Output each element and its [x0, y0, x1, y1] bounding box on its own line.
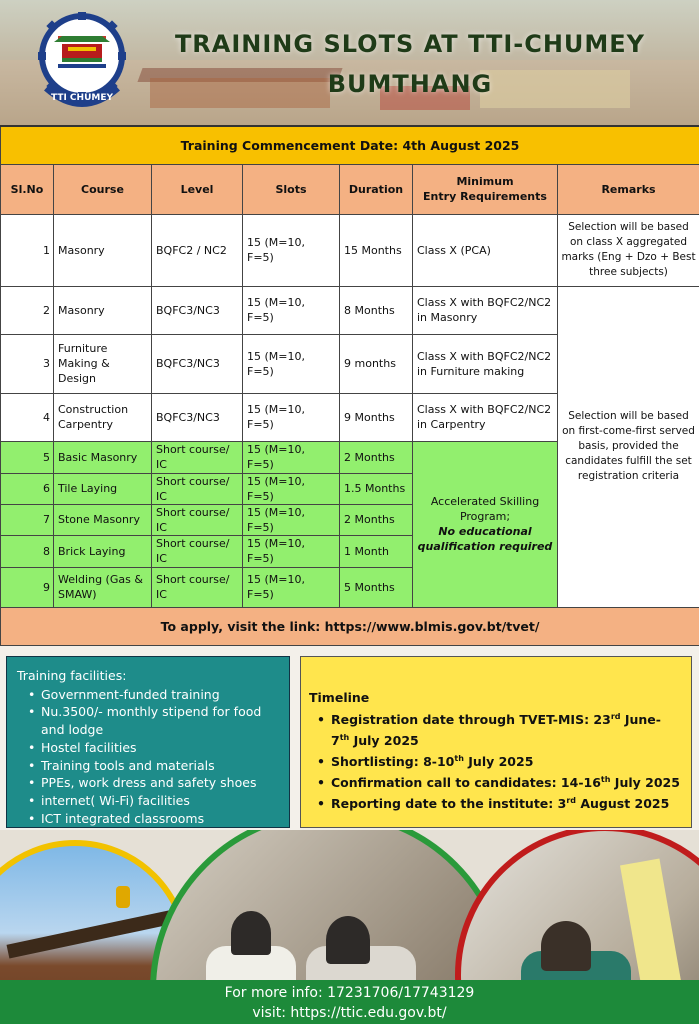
column-header: Course — [54, 164, 152, 214]
cell-slots: 15 (M=10, F=5) — [243, 393, 340, 441]
ordinal: th — [600, 774, 611, 784]
cell-no: 6 — [1, 473, 54, 504]
cell-requirement: Class X (PCA) — [413, 214, 558, 286]
remark-class-x: Selection will be based on class X aggregated marks (Eng + Dzo + Best three subjects) — [558, 214, 699, 286]
cell-course: Tile Laying — [54, 473, 152, 504]
column-header — [413, 164, 558, 214]
cell-level: Short course/ IC — [152, 473, 243, 504]
cell-level: Short course/ IC — [152, 441, 243, 473]
cell-duration: 2 Months — [340, 504, 413, 535]
cell-course: Construction Carpentry — [54, 393, 152, 441]
column-header: Slots — [243, 164, 340, 214]
cell-requirement: Class X with BQFC2/NC2 in Carpentry — [413, 393, 558, 441]
cell-course: Basic Masonry — [54, 441, 152, 473]
text-part: July 2025 — [463, 754, 534, 769]
cell-slots: 15 (M=10, F=5) — [243, 334, 340, 393]
cell-requirement: Class X with BQFC2/NC2 in Furniture making — [413, 334, 558, 393]
table-header — [1, 164, 699, 214]
cell-slots: 15 (M=10, F=5) — [243, 214, 340, 286]
column-header-line: Minimum — [456, 175, 514, 188]
cell-duration: 2 Months — [340, 441, 413, 473]
text-part: Reporting date to the institute: 3 — [331, 796, 567, 811]
title-line-2: BUMTHANG — [327, 70, 493, 98]
footer — [0, 980, 699, 1024]
commencement-date: Training Commencement Date: 4th August 2025 — [1, 126, 699, 164]
tti-chumey-logo — [38, 12, 126, 110]
cell-level: BQFC3/NC3 — [152, 286, 243, 334]
column-header: Sl.No — [1, 164, 54, 214]
cell-duration: 9 months — [340, 334, 413, 393]
list-item: • Government-funded training — [17, 686, 279, 704]
cell-slots: 15 (M=10, F=5) — [243, 567, 340, 607]
timeline-heading: Timeline — [309, 690, 370, 705]
header-banner — [0, 0, 699, 125]
timeline-item-reporting — [309, 793, 683, 814]
list-item: • ICT integrated classrooms — [17, 810, 279, 828]
cell-slots: 15 (M=10, F=5) — [243, 441, 340, 473]
table-row — [1, 286, 699, 334]
timeline-box — [300, 656, 692, 828]
cell-requirement: Class X with BQFC2/NC2 in Masonry — [413, 286, 558, 334]
ordinal: th — [454, 753, 464, 763]
cell-level: Short course/ IC — [152, 535, 243, 567]
cell-no: 1 — [1, 214, 54, 286]
cell-slots: 15 (M=10, F=5) — [243, 473, 340, 504]
text-part: August 2025 — [576, 796, 670, 811]
accelerated-program-note — [413, 441, 558, 607]
cell-no: 7 — [1, 504, 54, 535]
list-item: • internet( Wi-Fi) facilities — [17, 792, 279, 810]
text-part: Registration date through TVET-MIS: 23 — [331, 712, 611, 727]
cell-level: BQFC3/NC3 — [152, 393, 243, 441]
timeline-item-confirmation — [309, 772, 683, 793]
cell-level: BQFC3/NC3 — [152, 334, 243, 393]
remark-first-come: Selection will be based on first-come-first served basis, provided the candidates fulfill the set registration criteria — [558, 286, 699, 607]
table-row — [1, 214, 699, 286]
cell-slots: 15 (M=10, F=5) — [243, 535, 340, 567]
cell-no: 3 — [1, 334, 54, 393]
column-header: Level — [152, 164, 243, 214]
ordinal: rd — [610, 711, 621, 721]
cell-level: Short course/ IC — [152, 504, 243, 535]
column-header-line: Entry Requirements — [423, 190, 547, 203]
website-link[interactable]: visit: https://ttic.edu.gov.bt/ — [252, 1005, 447, 1021]
accel-line-1: Accelerated Skilling Program; — [430, 495, 540, 523]
cell-course: Masonry — [54, 214, 152, 286]
cell-duration: 8 Months — [340, 286, 413, 334]
list-item: • Nu.3500/- monthly stipend for food and lodge — [17, 703, 279, 738]
cell-no: 5 — [1, 441, 54, 473]
cell-level: Short course/ IC — [152, 567, 243, 607]
training-facilities-box — [6, 656, 290, 828]
cell-duration: 1 Month — [340, 535, 413, 567]
cell-duration: 1.5 Months — [340, 473, 413, 504]
cell-no: 2 — [1, 286, 54, 334]
text-part: Confirmation call to candidates: 14-16 — [331, 775, 601, 790]
photo-strip — [0, 830, 699, 980]
list-item: • Hostel facilities — [17, 739, 279, 757]
contact-info: For more info: 17231706/17743129 — [224, 985, 475, 1001]
cell-course: Masonry — [54, 286, 152, 334]
timeline-item-shortlisting — [309, 751, 683, 772]
photo-tiling — [455, 830, 699, 980]
title-line-1: TRAINING SLOTS AT TTI-CHUMEY — [174, 30, 646, 58]
page-title — [140, 24, 680, 104]
cell-no: 9 — [1, 567, 54, 607]
cell-no: 4 — [1, 393, 54, 441]
cell-duration: 5 Months — [340, 567, 413, 607]
logo-text: TTI CHUMEY — [50, 93, 114, 103]
text-part: June- 7 — [331, 712, 661, 748]
timeline-item-registration — [309, 709, 683, 751]
timeline-list — [309, 709, 683, 814]
text-part: July 2025 — [349, 733, 419, 748]
facilities-list — [17, 686, 279, 828]
text-part: Shortlisting: 8-10 — [331, 754, 455, 769]
list-item: • Training tools and materials — [17, 757, 279, 775]
cell-duration: 15 Months — [340, 214, 413, 286]
list-item: • PPEs, work dress and safety shoes — [17, 774, 279, 792]
accel-line-2: No educational qualification required — [417, 525, 553, 553]
apply-link[interactable]: To apply, visit the link: https://www.blmis.gov.bt/tvet/ — [1, 607, 699, 645]
facilities-heading: Training facilities: — [17, 668, 127, 683]
cell-course: Welding (Gas & SMAW) — [54, 567, 152, 607]
cell-level: BQFC2 / NC2 — [152, 214, 243, 286]
cell-course: Stone Masonry — [54, 504, 152, 535]
cell-no: 8 — [1, 535, 54, 567]
cell-course: Brick Laying — [54, 535, 152, 567]
column-header: Remarks — [558, 164, 699, 214]
cell-duration: 9 Months — [340, 393, 413, 441]
cell-slots: 15 (M=10, F=5) — [243, 504, 340, 535]
cell-slots: 15 (M=10, F=5) — [243, 286, 340, 334]
cell-course: Furniture Making & Design — [54, 334, 152, 393]
ordinal: th — [339, 732, 350, 742]
column-header: Duration — [340, 164, 413, 214]
ordinal: rd — [566, 795, 576, 805]
training-slots-table — [0, 125, 699, 646]
text-part: July 2025 — [610, 775, 680, 790]
